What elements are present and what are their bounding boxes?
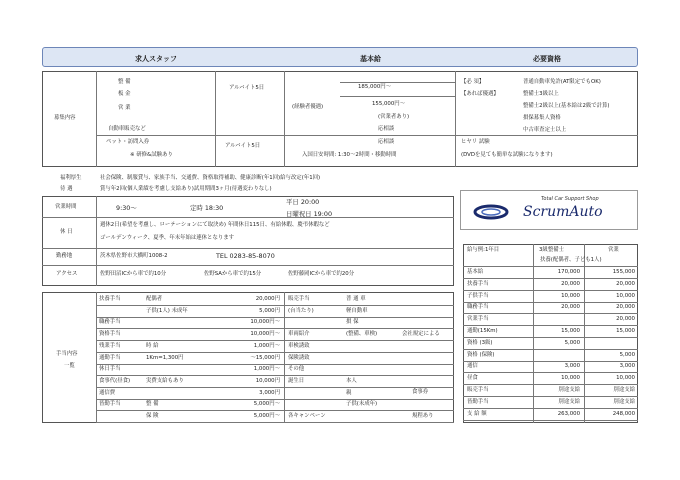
salary-note: (営業者あり) (378, 114, 410, 120)
example-row-value1: 20,000 (561, 280, 580, 287)
example-row-value2: 155,000 (612, 269, 635, 275)
table-row-divider (463, 313, 638, 314)
example-row-value2: 20,000 (616, 316, 635, 323)
table-row-divider (284, 387, 454, 388)
req-grade2: 整備士2級以上(基本給は2級で計算) (523, 103, 610, 109)
example-row-value2: 10,000 (616, 292, 635, 299)
example-row-label: 通勤(15Km) (467, 328, 498, 334)
allowance-label1: 手当内容 (56, 351, 78, 357)
req-insurance: 損保募集人資格 (523, 115, 561, 121)
hours-sunday: 日曜祝日 19:00 (286, 210, 333, 218)
allowance-meal-ticket: 食事券 (412, 389, 429, 395)
allowance-company-rule: 会社規定による (402, 331, 440, 337)
allowance-amount: 5,000円〜 (253, 413, 280, 419)
sales-allowance-condition: 普 通 車 (346, 296, 366, 302)
example-row-label: 職務手当 (467, 304, 489, 311)
table-row-divider (96, 399, 284, 400)
header-qualification: 必要資格 (533, 55, 561, 63)
welfare-text: 社会保険、制服貸与、家族手当、交通費、資格取得補助、健康診断(年1回)給与改定(年1回) (100, 175, 321, 181)
recruit-label: 募集内容 (54, 115, 76, 121)
holiday-text2: ゴールデンウィーク、夏季、年末年始は連休となります (100, 235, 235, 241)
sales-allowance-condition: (整備、車検) (346, 331, 378, 338)
logo-title: ScrumAuto (523, 204, 603, 220)
allowance-amount: 20,000円 (255, 296, 280, 302)
allowance-item: 職務手当 (99, 319, 121, 326)
table-row-divider (463, 325, 638, 326)
example-col1-sub: 扶養(配偶者、子ども1人) (540, 257, 602, 263)
allowance-item: 通信費 (99, 389, 116, 396)
job-mechanic: 整 備 (118, 79, 131, 85)
part-negotiable: 応相談 (378, 139, 395, 145)
allowance-amount: 3,000円 (259, 389, 280, 396)
sales-allowance-condition: 親 (346, 389, 352, 396)
table-row-divider (96, 375, 284, 376)
allowance-amount: 10,000円〜 (250, 331, 280, 338)
example-row-value1: 10,000 (561, 375, 580, 382)
allowance-item: 扶養手当 (99, 296, 121, 302)
req-grade3: 整備士3級以上 (523, 91, 559, 97)
example-row-label: 資格 (保険) (467, 351, 495, 358)
treatment-label: 待 遇 (60, 186, 73, 192)
example-row-label: 営業手当 (467, 316, 489, 323)
table-row-divider (463, 384, 638, 385)
treatment-text: 賞与年2回(個人業績を考慮し支給あり)試用期間3ヶ月(待遇変わりなし) (100, 186, 272, 192)
logo-subtitle: Total Car Support Shop (541, 196, 599, 202)
allowance-amount: 5,000円〜 (253, 401, 280, 408)
table-row-divider (284, 364, 454, 365)
experience-note: (経験者優遇) (292, 104, 324, 110)
logo-box (460, 190, 638, 230)
allowance-amount: 10,000円〜 (250, 319, 280, 326)
table-row-divider (96, 387, 284, 388)
allowance-item: 食事代(昼食) (99, 377, 131, 384)
part-arubaito: アルバイト5日 (225, 143, 261, 149)
table-row-divider (284, 340, 454, 341)
table-row-divider (284, 399, 454, 400)
table-row-divider (284, 410, 454, 411)
sales-allowance-item: 販売手当 (288, 296, 310, 302)
sales-allowance-item: 車検誘致 (288, 342, 310, 349)
access-label: アクセス (56, 271, 78, 277)
example-row-value2: 20,000 (616, 304, 635, 311)
sales-allowance-condition: 軽自動車 (346, 307, 368, 314)
example-col1-head: 3級整備士 (539, 247, 564, 253)
part-job: ペット・訪問入券 (106, 139, 150, 145)
allowance-item: 通勤手当 (99, 354, 121, 361)
example-row-value1: 3,000 (564, 363, 580, 370)
hours-close: 定時 18:30 (190, 204, 224, 212)
salary-negotiable: 応相談 (378, 126, 395, 132)
example-row-value2: 5,000 (619, 351, 635, 358)
allowance-condition: 1Km=1,300円 (146, 354, 184, 361)
example-row-label: 資格 (3級) (467, 339, 493, 346)
hours-open: 9:30〜 (116, 204, 137, 212)
example-row-value2: 3,000 (619, 363, 635, 370)
allowance-amount: 1,000円〜 (253, 342, 280, 349)
req-tag-preferred: 【あれば優遇】 (461, 91, 499, 97)
holiday-label: 休 日 (60, 229, 73, 235)
example-row-value2: 15,000 (616, 328, 635, 334)
example-row-label: 販売手当 (467, 387, 489, 393)
header-staff: 求人スタッフ (135, 55, 177, 63)
table-row-divider (96, 422, 284, 423)
example-row-value1: 別途支給 (558, 398, 580, 405)
table-row-divider (96, 364, 284, 365)
table-row-divider (463, 361, 638, 362)
table-row-divider (96, 317, 284, 318)
example-row-value2: 248,000 (612, 410, 635, 417)
allowance-label2: 一覧 (64, 363, 75, 369)
allowance-condition: 子供(1人) 未成年 (146, 307, 188, 314)
part-training: ※ 研修&試験あり (130, 152, 173, 158)
sales-allowance-condition: 本人 (346, 377, 357, 384)
allowance-amount: 10,000円 (255, 377, 280, 384)
example-row-label: 扶養手当 (467, 280, 489, 287)
hiring-note: (DVDを見ても簡単な試験になります) (461, 152, 553, 158)
job-sales: 営 業 (118, 105, 131, 111)
table-header (42, 47, 638, 67)
example-row-label: 支 給 額 (467, 410, 487, 417)
example-row-label: 子供手当 (467, 292, 489, 299)
allowance-item: 皆勤手当 (99, 401, 121, 408)
sales-allowance-item: 車両紹介 (288, 331, 310, 338)
req-license: 普通自動車免許(AT限定でもOK) (523, 79, 601, 85)
req-appraiser: 中古車査定士以上 (523, 127, 567, 133)
welfare-label: 福利厚生 (60, 175, 82, 181)
table-row-divider (463, 290, 638, 291)
table-row-divider (284, 422, 454, 423)
example-row-label: 皆勤手当 (467, 398, 489, 405)
table-row-divider (96, 328, 284, 329)
workplace-address: 茨木県佐野市大橋町1008-2 (100, 253, 168, 259)
allowance-item: 休日手当 (99, 366, 121, 373)
example-row-value1: 15,000 (561, 328, 580, 334)
example-row-value2: 10,000 (616, 375, 635, 382)
sales-allowance-item: 保険誘致 (288, 354, 310, 361)
allowance-item: 資格手当 (99, 331, 121, 338)
example-row-value1: 別途支給 (558, 387, 580, 393)
access-route3: 佐野藤岡ICから車で約20分 (288, 271, 355, 277)
allowance-condition: 整 備 (146, 401, 159, 408)
table-row-divider (284, 317, 454, 318)
allowance-amount: 〜15,000円 (250, 354, 280, 361)
example-row-value2: 別途支給 (613, 387, 635, 393)
table-row-divider (463, 372, 638, 373)
part-time: 入国日安時間: 1:30〜2時間・移動時間 (302, 152, 397, 158)
sales-allowance-item: 誕生日 (288, 377, 305, 384)
example-title: 給与例:1年目 (467, 247, 500, 253)
workplace-label: 勤務地 (56, 253, 73, 259)
salary-sales: 155,000円〜 (372, 101, 406, 107)
table-row-divider (284, 328, 454, 329)
example-row-label: 昼食 (467, 375, 478, 382)
table-row-divider (96, 352, 284, 353)
sales-allowance-item: (台当たり) (288, 307, 314, 314)
arubaito-label: アルバイト5日 (229, 85, 265, 91)
table-row-divider (284, 352, 454, 353)
table-row-divider (463, 396, 638, 397)
sales-allowance-item: その他 (288, 366, 305, 373)
allowance-item: 残業手当 (99, 342, 121, 349)
hours-label: 営業時間 (55, 204, 77, 210)
example-row-value2: 20,000 (616, 280, 635, 287)
table-row-divider (463, 337, 638, 338)
example-row-value1: 20,000 (561, 304, 580, 311)
header-salary: 基本給 (360, 55, 381, 63)
table-row-divider (284, 305, 454, 306)
workplace-tel: TEL 0283-85-8070 (216, 252, 275, 260)
salary-mechanic: 185,000円〜 (358, 84, 392, 90)
allowance-condition: 実費支給もあり (146, 377, 184, 384)
access-route1: 佐野田沼ICから車で約10分 (100, 271, 167, 277)
allowance-amount: 1,000円〜 (253, 366, 280, 373)
sales-allowance-condition: 損 保 (346, 319, 359, 326)
table-row-divider (96, 305, 284, 306)
table-row-divider (463, 408, 638, 409)
example-row-label: 基本給 (467, 269, 484, 275)
example-row-value1: 263,000 (557, 410, 580, 417)
allowance-condition: 配偶者 (146, 296, 163, 302)
job-carsales: 自動車販売など (108, 126, 146, 132)
example-row-value1: 10,000 (561, 292, 580, 299)
allowance-condition: 保 険 (146, 413, 159, 419)
example-row-value2: 別途支給 (613, 398, 635, 405)
table-row-divider (284, 375, 454, 376)
job-bodywork: 板 金 (118, 91, 131, 97)
access-route2: 佐野SAから車で約15分 (204, 271, 262, 277)
req-tag-required: 【必 須】 (461, 79, 485, 85)
hours-weekday: 平日 20:00 (286, 198, 320, 206)
table-row-divider (96, 340, 284, 341)
table-row-divider (463, 420, 638, 421)
table-row-divider (463, 302, 638, 303)
holiday-text1: 週休2日(希望を考慮し、ローテーションにて取決め) 年間休日115日、有給休暇、慶弔休暇など (100, 222, 330, 228)
sales-allowance-condition: 子供(未成年) (346, 401, 378, 408)
sales-allowance-item: 各キャンペーン (288, 413, 326, 419)
example-row-value1: 5,000 (564, 339, 580, 346)
example-row-value1: 170,000 (557, 269, 580, 275)
table-row-divider (463, 278, 638, 279)
example-row-label: 通信 (467, 363, 478, 370)
table-row-divider (96, 410, 284, 411)
table-row-divider (463, 349, 638, 350)
example-col2-head: 営業 (608, 247, 619, 253)
allowance-condition: 時 給 (146, 342, 159, 349)
hiring-test: ヒヤリ 試験 (461, 139, 490, 145)
allowance-amount: 5,000円 (259, 307, 280, 314)
allowance-rule-exists: 規程あり (412, 413, 434, 419)
